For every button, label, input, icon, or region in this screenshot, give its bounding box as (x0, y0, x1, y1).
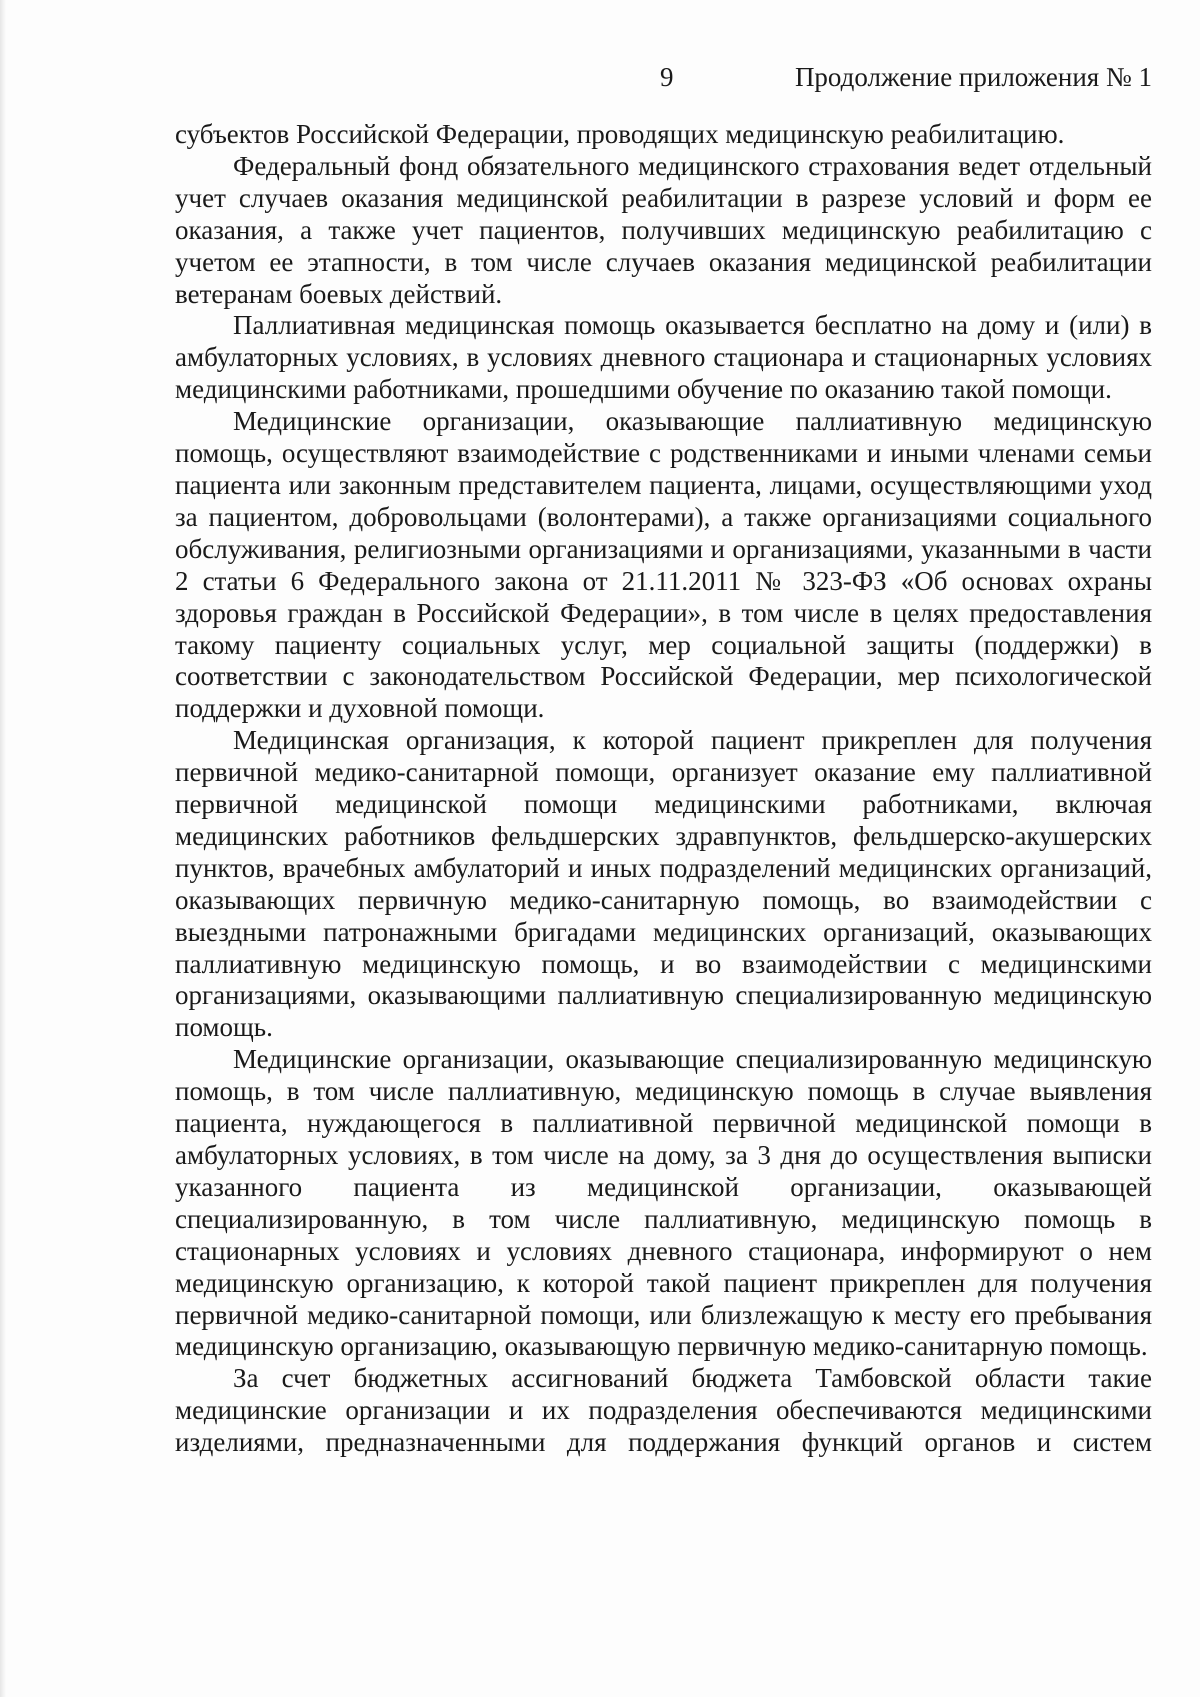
page-header (175, 62, 1152, 102)
paragraph-palliative-care-provision: Паллиативная медицинская помощь оказывается бесплатно на дому и (или) в амбулаторных условиях, в условиях дневного стационара и стационарных условиях медицинскими работниками, прошедшими обучение по оказанию такой помощи. (175, 310, 1152, 405)
paragraph-palliative-cooperation: Медицинские организации, оказывающие паллиативную медицинскую помощь, осуществляют взаимодействие с родственниками и иными членами семьи пациента или законным представителем пациента, лицами, осуществляющими уход за пациентом, добровольцами (волонтерами), а также организациями социального обслуживания, религиозными организациями и организациями, указанными в части 2 статьи 6 Федерального закона от 21.11.2011 № 323-ФЗ «Об основах охраны здоровья граждан в Российской Федерации», в том числе в целях предоставления такому пациенту социальных услуг, мер социальной защиты (поддержки) в соответствии с законодательством Российской Федерации, мер психологической поддержки и духовной помощи. (175, 406, 1152, 724)
appendix-continuation-label: Продолжение приложения № 1 (794, 62, 1152, 92)
paragraph-budget-funding: За счет бюджетных ассигнований бюджета Тамбовской области такие медицинские организации и их подразделения обеспечиваются медицинскими изделиями, предназначенными для поддержания функций органов и систем (175, 1363, 1152, 1458)
page-number: 9 (660, 62, 674, 92)
paragraph-continuation: субъектов Российской Федерации, проводящих медицинскую реабилитацию. (175, 119, 1065, 149)
scan-edge-shadow (0, 0, 6, 1697)
paragraph-primary-care-organization: Медицинская организация, к которой пациент прикреплен для получения первичной медико-санитарной помощи, организует оказание ему паллиативной первичной медицинской помощи медицинскими работниками, включая медицинских работников фельдшерских здравпунктов, фельдшерско-акушерских пунктов, врачебных амбулаторий и иных подразделений медицинских организаций, оказывающих первичную медико-санитарную помощь, во взаимодействии с выездными патронажными бригадами медицинских организаций, оказывающих паллиативную медицинскую помощь, и во взаимодействии с медицинскими организациями, оказывающими паллиативную специализированную медицинскую помощь. (175, 725, 1152, 1043)
document-body (175, 119, 1152, 1459)
paragraph-rehabilitation-accounting: Федеральный фонд обязательного медицинского страхования ведет отдельный учет случаев оказания медицинской реабилитации в разрезе условий и форм ее оказания, а также учет пациентов, получивших медицинскую реабилитацию с учетом ее этапности, в том числе случаев оказания медицинской реабилитации ветеранам боевых действий. (175, 150, 1152, 309)
paragraph-discharge-notification: Медицинские организации, оказывающие специализированную медицинскую помощь, в том числе паллиативную, медицинскую помощь в случае выявления пациента, нуждающегося в паллиативной первичной медицинской помощи в амбулаторных условиях, в том числе на дому, за 3 дня до осуществления выписки указанного пациента из медицинской организации, оказывающей специализированную, в том числе паллиативную, медицинскую помощь в стационарных условиях и условиях дневного стационара, информируют о нем медицинскую организацию, к которой такой пациент прикреплен для получения первичной медико-санитарной помощи, или близлежащую к месту его пребывания медицинскую организацию, оказывающую первичную медико-санитарную помощь. (175, 1044, 1152, 1362)
